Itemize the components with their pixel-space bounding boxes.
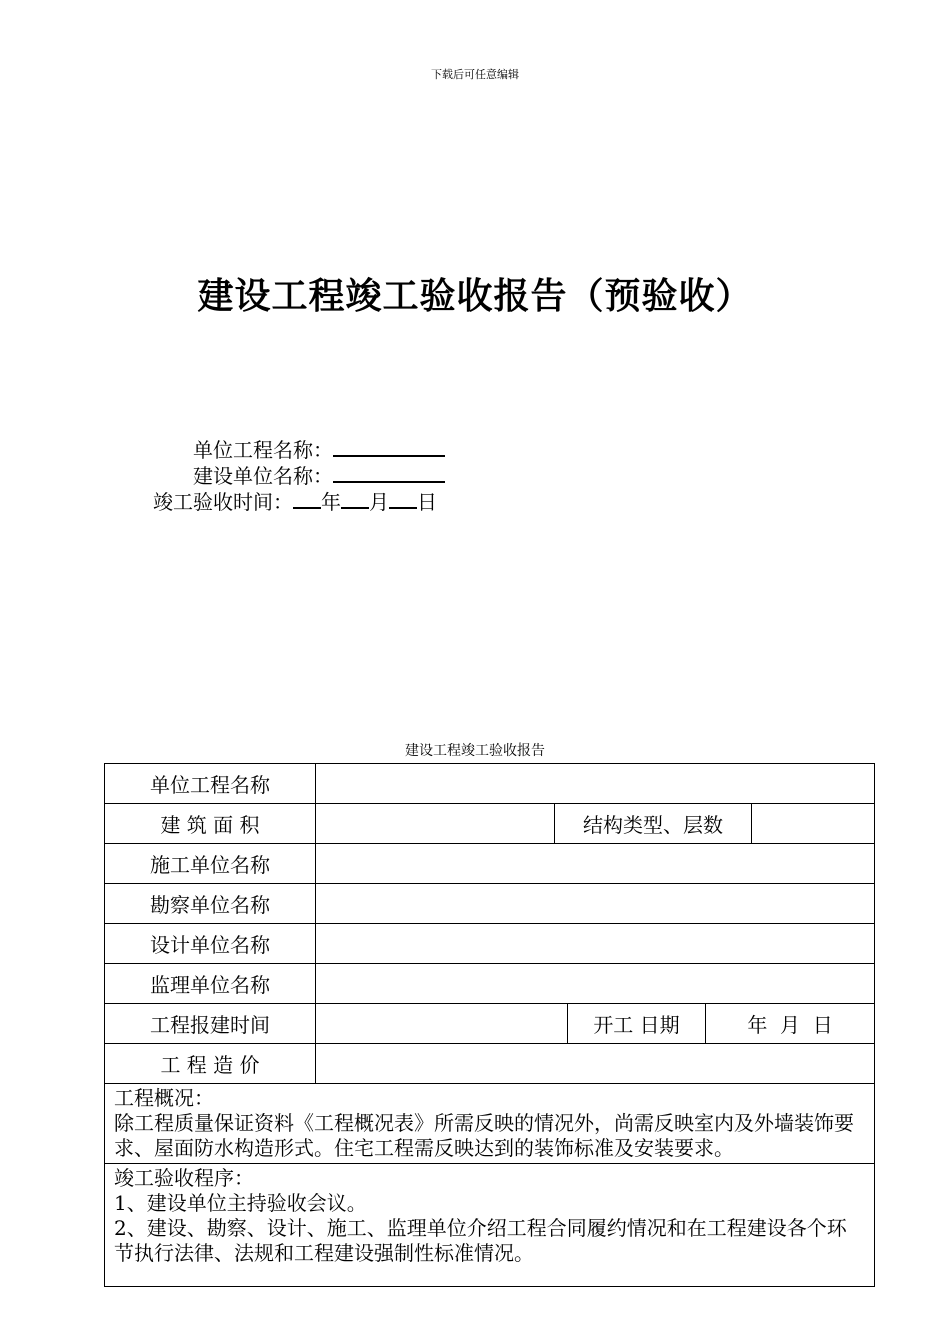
acceptance-time-line: [153, 489, 437, 515]
procedure-step-2: 2、建设、勘察、设计、施工、监理单位介绍工程合同履约情况和在工程建设各个环节执行法律、法规和工程建设强制性标准情况。: [114, 1216, 847, 1265]
table-row: [105, 1084, 875, 1164]
construction-unit-cell: 施工单位名称: [105, 844, 316, 884]
construction-unit-value[interactable]: [316, 844, 875, 884]
document-title: 建设工程竣工验收报告（预验收）: [197, 275, 753, 317]
table-row: [105, 1164, 875, 1287]
day-label: 日: [417, 490, 437, 514]
design-unit-cell: 设计单位名称: [105, 924, 316, 964]
design-unit-value[interactable]: [316, 924, 875, 964]
building-area-cell: 建 筑 面 积: [105, 804, 316, 844]
table-row: [105, 1044, 875, 1084]
month-label: 月: [369, 490, 389, 514]
year-blank[interactable]: [293, 489, 321, 509]
table-row: [105, 884, 875, 924]
start-date-cell: 开工 日期: [568, 1004, 706, 1044]
day-blank[interactable]: [389, 489, 417, 509]
table-row: [105, 924, 875, 964]
unit-project-name-blank[interactable]: [333, 437, 445, 457]
procedure-title: 竣工验收程序：: [114, 1166, 254, 1190]
table-row: [105, 764, 875, 804]
year-label: 年: [321, 490, 341, 514]
table-row: [105, 1004, 875, 1044]
table-row: [105, 964, 875, 1004]
unit-project-name-label: 单位工程名称：: [193, 438, 333, 462]
project-overview-cell: [105, 1084, 875, 1164]
procedure-step-1: 1、建设单位主持验收会议。: [114, 1191, 367, 1215]
table-row: [105, 804, 875, 844]
unit-project-name-cell: 单位工程名称: [105, 764, 316, 804]
project-cost-value[interactable]: [316, 1044, 875, 1084]
table-row: [105, 844, 875, 884]
start-date-value[interactable]: 年 月 日: [706, 1004, 875, 1044]
unit-project-name-line: [193, 437, 445, 463]
overview-title: 工程概况：: [114, 1086, 214, 1110]
supervision-unit-cell: 监理单位名称: [105, 964, 316, 1004]
supervision-unit-value[interactable]: [316, 964, 875, 1004]
overview-text: 除工程质量保证资料《工程概况表》所需反映的情况外，尚需反映室内及外墙装饰要求、屋面防水构造形式。住宅工程需反映达到的装饰标准及安装要求。: [114, 1111, 854, 1160]
building-area-value[interactable]: [316, 804, 555, 844]
unit-project-name-value[interactable]: [316, 764, 875, 804]
project-cost-cell: 工 程 造 价: [105, 1044, 316, 1084]
header-note: 下载后可任意编辑: [431, 68, 519, 81]
owner-unit-name-blank[interactable]: [333, 463, 445, 483]
survey-unit-value[interactable]: [316, 884, 875, 924]
owner-unit-name-line: [193, 463, 445, 489]
report-time-value[interactable]: [316, 1004, 568, 1044]
table-caption: 建设工程竣工验收报告: [405, 743, 545, 759]
acceptance-report-table: [104, 763, 875, 1287]
structure-type-cell: 结构类型、层数: [555, 804, 752, 844]
report-time-cell: 工程报建时间: [105, 1004, 316, 1044]
owner-unit-name-label: 建设单位名称：: [193, 464, 333, 488]
acceptance-procedure-cell: [105, 1164, 875, 1287]
month-blank[interactable]: [341, 489, 369, 509]
survey-unit-cell: 勘察单位名称: [105, 884, 316, 924]
acceptance-time-label: 竣工验收时间：: [153, 490, 293, 514]
structure-type-value[interactable]: [752, 804, 875, 844]
